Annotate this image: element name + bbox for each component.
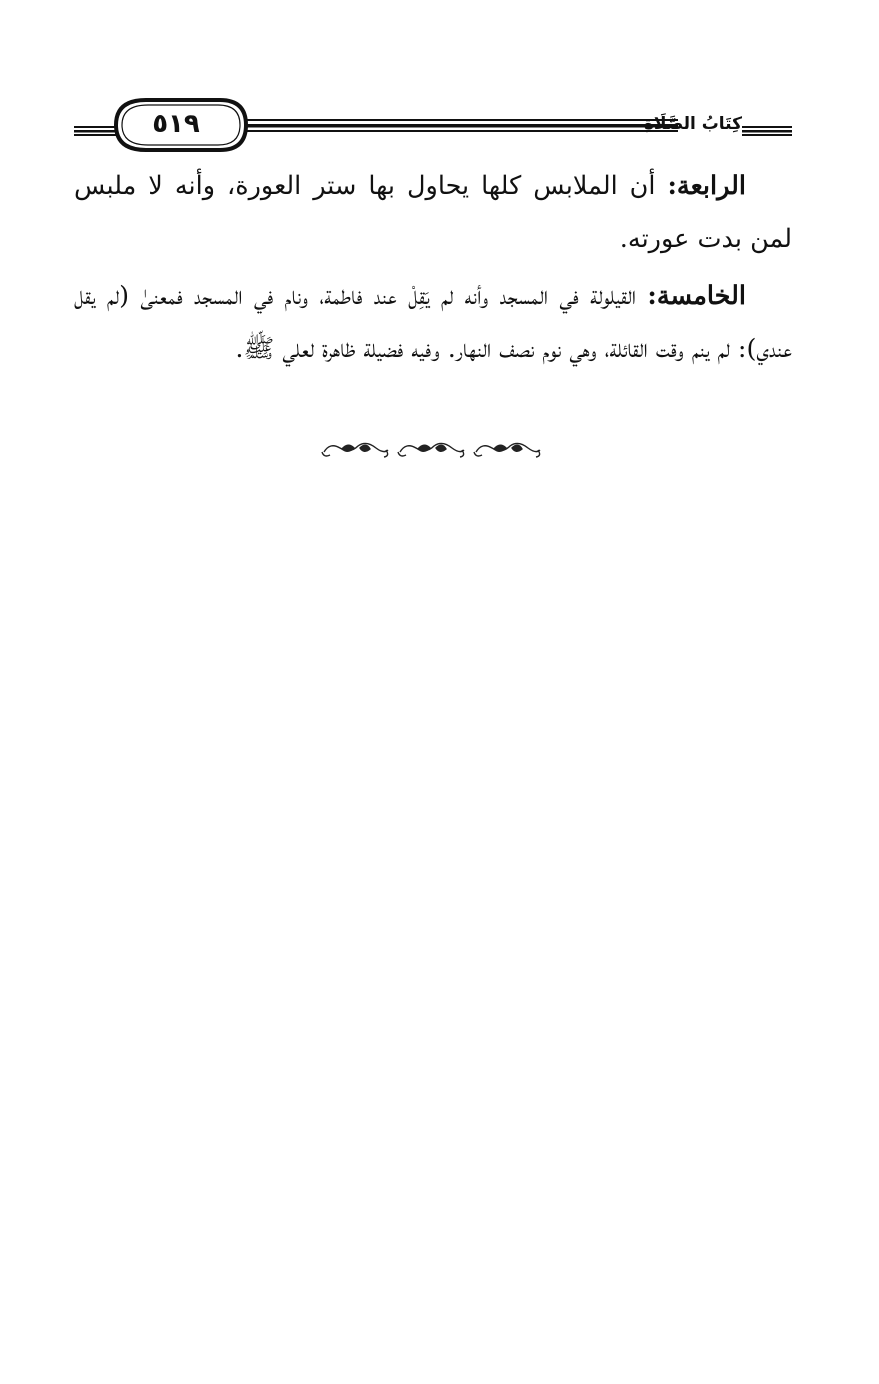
paragraph-text: أن الملابس كلها يحاول بها ستر العورة، وأنه لا ملبس لمن بدت عورته. bbox=[74, 171, 792, 254]
header-rule-middle bbox=[244, 118, 678, 132]
floral-divider-icon bbox=[318, 438, 544, 462]
paragraph-fourth bbox=[74, 160, 792, 266]
paragraph-label: الخامسة: bbox=[647, 281, 746, 311]
paragraph-fifth bbox=[74, 270, 792, 376]
body-text bbox=[74, 160, 792, 380]
running-header bbox=[74, 94, 792, 158]
running-title: كِتَابُ الصَّلَاةِ bbox=[643, 114, 742, 134]
paragraph-text: القيلولة في المسجد وأنه لم يَقِلْ عند فاطمة، ونام في المسجد فمعنىٰ (لم يقل عندي): لم ينم وقت القائلة، وهي نوم نصف النهار. وفيه فضيلة ظاهرة لعلي ﷺ. bbox=[74, 281, 792, 364]
paragraph-label: الرابعة: bbox=[667, 171, 746, 201]
page-number: ٥١٩ bbox=[152, 109, 200, 139]
header-rule-right bbox=[742, 121, 792, 131]
